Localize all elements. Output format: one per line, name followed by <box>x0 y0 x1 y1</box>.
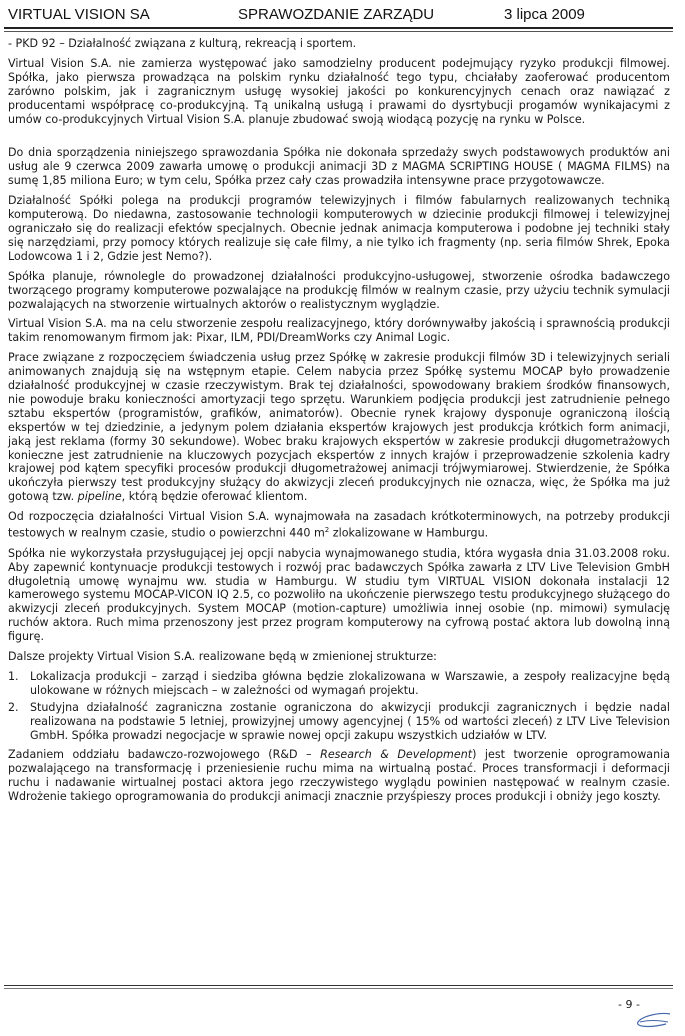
document-body <box>8 37 670 810</box>
paragraph-pkd: - PKD 92 – Działalność związana z kulturą, rekreacją i sportem. <box>8 37 357 50</box>
list-item <box>8 701 670 743</box>
paragraph-work-progress <box>8 351 670 504</box>
footer-rule <box>4 985 673 986</box>
list-number: 2. <box>8 700 19 714</box>
paragraph-studio-rental <box>8 510 670 541</box>
text-segment: Prace związane z rozpoczęciem świadczenia usług przez Spółkę w zakresie produkcji filmów 3D i telewizyjnych seriali animowanych znajdują się na wstępnym etapie. Celem nabycia przez Spółkę systemu MOCAP było prowadzenie działalność produkcyjnej w czasie rzeczywistym. Brak tej działalności, spowodowany brakiem środków finansowych, nie powoduje braku konieczności amortyzacji tego sprzętu. Warunkiem podjęcia produkcji jest zatrudnienie pełnego sztabu ekspertów (programistów, grafików, animatorów). Obecnie rynek krajowy dysponuje ograniczoną ilością ekspertów w tej dziedzinie, a jedynym polem działania ekspertów krajowych jest produkcja krótkich form animacji, jaką jest reklama (formy 30 sekundowe). Wobec braku krajowych ekspertów w zakresie produkcji długometrażowych konieczne jest zatrudnienie na kluczowych pozycjach ekspertów z innych krajów i przeprowadzenie szkolenia kadry krajowej pod kątem specyfiki procesów produkcji długometrażowej animacji trójwymiarowej. Stwierdzenie, że Spółka ukończyła pierwszy test produkcyjny służący do akwizycji zleceń produkcyjnych nie oznacza, więc, że Spółka ma już gotową tzw. <box>8 351 670 504</box>
numbered-list <box>8 670 670 743</box>
header-rule <box>4 27 673 29</box>
page-number: - 9 - <box>618 998 640 1011</box>
signature-mark <box>630 1010 675 1032</box>
paragraph-sales: Do dnia sporządzenia niniejszego sprawozdania Spółka nie dokonała sprzedaży swych podstawowych produktów ani usług ale 9 czerwca 2009 zawarła umowę o produkcji animacji 3D z MAGMA SCRIPTING HOUSE ( MAGMA FILMS) na sumę 1,85 miliona Euro; w tym celu, Spółka przez cały czas prowadziła intensywne prace przygotowawcze. <box>8 146 670 188</box>
paragraph-activity: Działalność Spółki polega na produkcji programów telewizyjnych i filmów fabularnych realizowanych techniką komputerową. Do niedawna, zastosowanie technologii komputerowych w dziecinie produkcji filmowej i telewizyjnej ograniczało się do realizacji efektów specjalnych. Obecnie jednak animacja komputerowa i podobne jej techniki stały się narzędziami, przy pomocy których realizuje się całe filmy, a nie tylko ich fragmenty (np. seria filmów Shrek, Epoka Lodowcowa 1 i 2, Gdzie jest Nemo?). <box>8 194 670 263</box>
paragraph-rnd <box>8 748 670 804</box>
header-date: 3 lipca 2009 <box>504 6 585 23</box>
superscript: 2 <box>324 526 330 535</box>
paragraph-team: Virtual Vision S.A. ma na celu stworzenie zespołu realizacyjnego, który dorównywałby jakością i sprawnością produkcji takim renomowanym firmom jak: Pixar, ILM, PDI/DreamWorks czy Animal Logic. <box>8 317 670 345</box>
paragraph-research-center: Spółka planuje, równolegle do prowadzonej działalności produkcyjno-usługowej, stworzenie ośrodka badawczego tworzącego programy komputerowe pozwalające na produkcję filmów w realnym czasie, przy użyciu technik symulacji pozwalających na stworzenie wirtualnych aktorów o realistycznym wyglądzie. <box>8 269 670 311</box>
text-segment: Zadaniem oddziału badawczo-rozwojowego (R&D – <box>8 748 312 762</box>
header-title: SPRAWOZDANIE ZARZĄDU <box>238 6 435 23</box>
header-company: VIRTUAL VISION SA <box>8 6 150 23</box>
text-segment: Od rozpoczęcia działalności Virtual Vision S.A. wynajmowała na zasadach krótkoterminowych, na potrzeby produkcji testowych w realnym czasie, studio o powierzchni 440 m <box>8 510 670 540</box>
footer-rule-thin <box>4 988 673 989</box>
italic-term: Research & Development <box>320 748 473 762</box>
list-text: Studyjna działalność zagraniczna zostanie ograniczona do akwizycji produkcji zagranicznych i będzie nadal realizowana na podstawie 5 letniej, prowizyjnej umowy agencyjnej ( 15% od wartości zleceń) z LTV Live Television GmbH. Spółka prowadzi negocjacje w sprawie nowej opcji zakupu wszystkich udziałów w LTV. <box>30 700 670 742</box>
text-segment: , którą będzie oferować klientom. <box>121 490 308 504</box>
header-rule-thin <box>4 31 673 32</box>
list-item <box>8 670 670 698</box>
italic-term: pipeline <box>77 490 122 504</box>
list-number: 1. <box>8 669 19 683</box>
text-segment: zlokalizowane w Hamburgu. <box>329 526 489 540</box>
page-header <box>8 6 675 28</box>
paragraph-producer: Virtual Vision S.A. nie zamierza występować jako samodzielny producent podejmujący ryzyko produkcji filmowej. Spółka, jako pierwsza prowadząca na polskim rynku działalność tego typu, chciałaby zaoferować producentom zarówno polskim, jak i zagranicznym usługę wysokiej jakości po konkurencyjnych cenach oraz nawiązać z producentami współpracę co-produkcyjną. Tą unikalną usługą i prawami do dysrtybucji progamów wynikajacymi z umów co-produkcyjnych Virtual Vision S.A. planuje zbudować swoją wiodącą pozycję na rynku w Polsce. <box>8 56 670 126</box>
paragraph-mocap: Spółka nie wykorzystała przysługującej jej opcji nabycia wynajmowanego studia, która wygasła dnia 31.03.2008 roku. Aby zapewnić kontynuacje produkcji testowych i rozwój prac badawczych Spółka zawarła z LTV Live Television GmbH długoletnią umowę wynajmu ww. studia w Hamburgu. W studiu tym VIRTUAL VISION dokonała instalacji 12 kamerowego systemu MOCAP-VICON IQ 2.5, co pozwoliło na ukończenie pierwszego testu produkcyjnego służącego do akwizycji zleceń produkcyjnych. System MOCAP (motion-capture) umożliwia innej osobie (np. mimowi) symulację ruchów aktora. Ruch mima przenoszony jest przez program komputerowy na cyfrową postać aktora lub dowolną inną figurę. <box>8 546 670 644</box>
list-text: Lokalizacja produkcji – zarząd i siedziba główna będzie zlokalizowana w Warszawie, a zespoły realizacyjne będą ulokowane w różnych miejscach – w zależności od wymagań projektu. <box>30 669 670 697</box>
paragraph-structure-intro: Dalsze projekty Virtual Vision S.A. realizowane będą w zmienionej strukturze: <box>8 650 437 664</box>
text-segment: ) jest tworzenie oprogramowania pozwalającego na transformację i przeniesienie ruchu mima na wirtualną postać. Proces transformacji i deformacji ruchu i nadawanie wirtualnej postaci aktora jego rzeczywistego wyglądu powinien następować w realnym czasie. Wdrożenie takiego oprogramowania do produkcji animacji znacznie przyśpieszy proces produkcji i obniży jego koszty. <box>8 748 671 804</box>
